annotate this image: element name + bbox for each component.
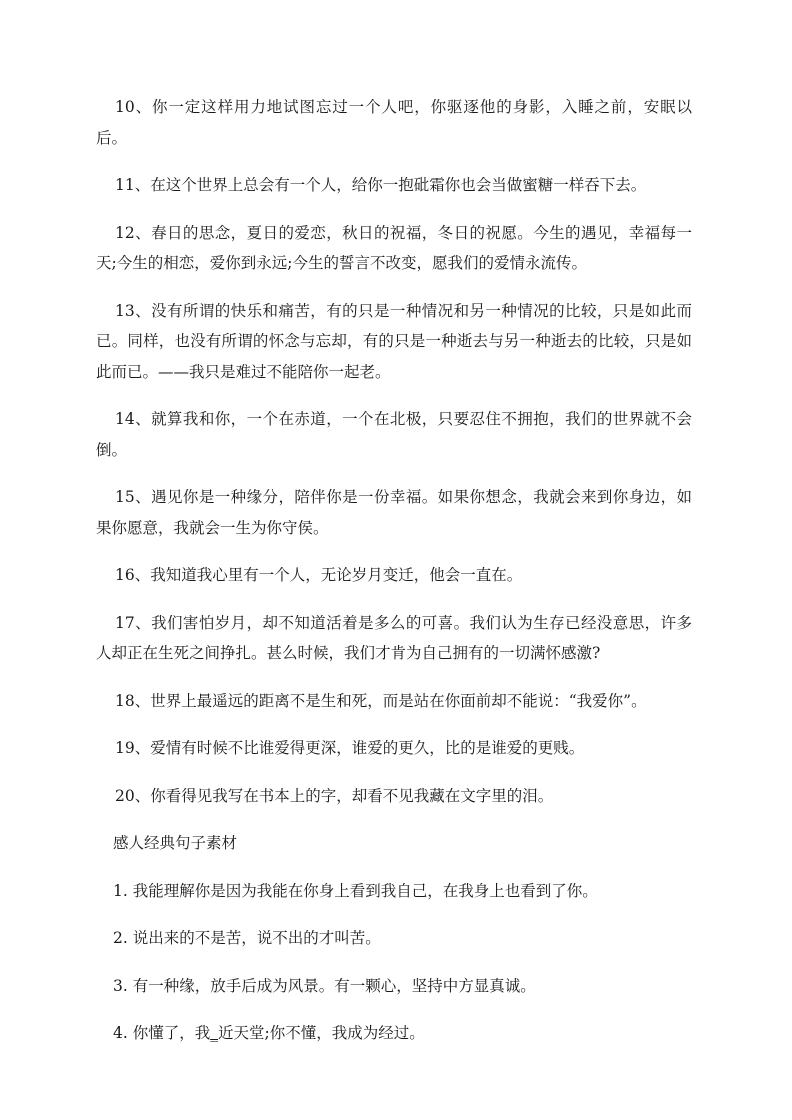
- paragraph-13: 13、没有所谓的快乐和痛苦，有的只是一种情况和另一种情况的比较，只是如此而已。同样，也没有所谓的怀念与忘却，有的只是一种逝去与另一种逝去的比较，只是如此而已。——我只是难过不能陪你一起老。: [96, 301, 692, 381]
- paragraph-14: 14、就算我和你，一个在赤道，一个在北极，只要忍住不拥抱，我们的世界就不会倒。: [96, 410, 692, 459]
- list-item-3: 3. 有一种缘，放手后成为风景。有一颗心，坚持中方显真诚。: [113, 976, 536, 995]
- paragraph-15: 15、遇见你是一种缘分，陪伴你是一份幸福。如果你想念，我就会来到你身边，如果你愿意，我就会一生为你守侯。: [96, 488, 692, 537]
- paragraph-18: 18、世界上最遥远的距离不是生和死，而是站在你面前却不能说：“我爱你”。: [115, 691, 647, 710]
- list-item-4-underline: _: [210, 1024, 218, 1042]
- document-page: [96, 92, 692, 1066]
- list-item-4-prefix: 4. 你懂了，我: [113, 1024, 211, 1042]
- list-item-4: [96, 1018, 692, 1049]
- paragraph-19: 19、爱情有时候不比谁爱得更深，谁爱的更久，比的是谁爱的更贱。: [115, 739, 585, 757]
- paragraph-10: 10、你一定这样用力地试图忘过一个人吧，你驱逐他的身影，入睡之前，安眠以后。: [96, 98, 692, 147]
- paragraph-20: 20、你看得见我写在书本上的字，却看不见我藏在文字里的泪。: [115, 786, 554, 805]
- paragraph-12: 12、春日的思念，夏日的爱恋，秋日的祝福，冬日的祝愿。今生的遇见，幸福每一天;今生的相恋，爱你到永远;今生的誓言不改变，愿我们的爱情永流传。: [96, 223, 692, 272]
- list-item-1: 1. 我能理解你是因为我能在你身上看到我自己，在我身上也看到了你。: [113, 881, 598, 900]
- paragraph-11: 11、在这个世界上总会有一个人，给你一抱砒霜你也会当做蜜糖一样吞下去。: [115, 176, 647, 194]
- section-heading: 感人经典句子素材: [113, 834, 238, 852]
- paragraph-17: 17、我们害怕岁月，却不知道活着是多么的可喜。我们认为生存已经没意思，许多人却正在生死之间挣扎。甚么时候，我们才肯为自己拥有的一切满怀感激?: [96, 613, 692, 662]
- list-item-4-suffix: 近天堂;你不懂，我成为经过。: [217, 1024, 425, 1042]
- paragraph-16: 16、我知道我心里有一个人，无论岁月变迁，他会一直在。: [115, 566, 523, 584]
- list-item-2: 2. 说出来的不是苦，说不出的才叫苦。: [113, 929, 381, 947]
